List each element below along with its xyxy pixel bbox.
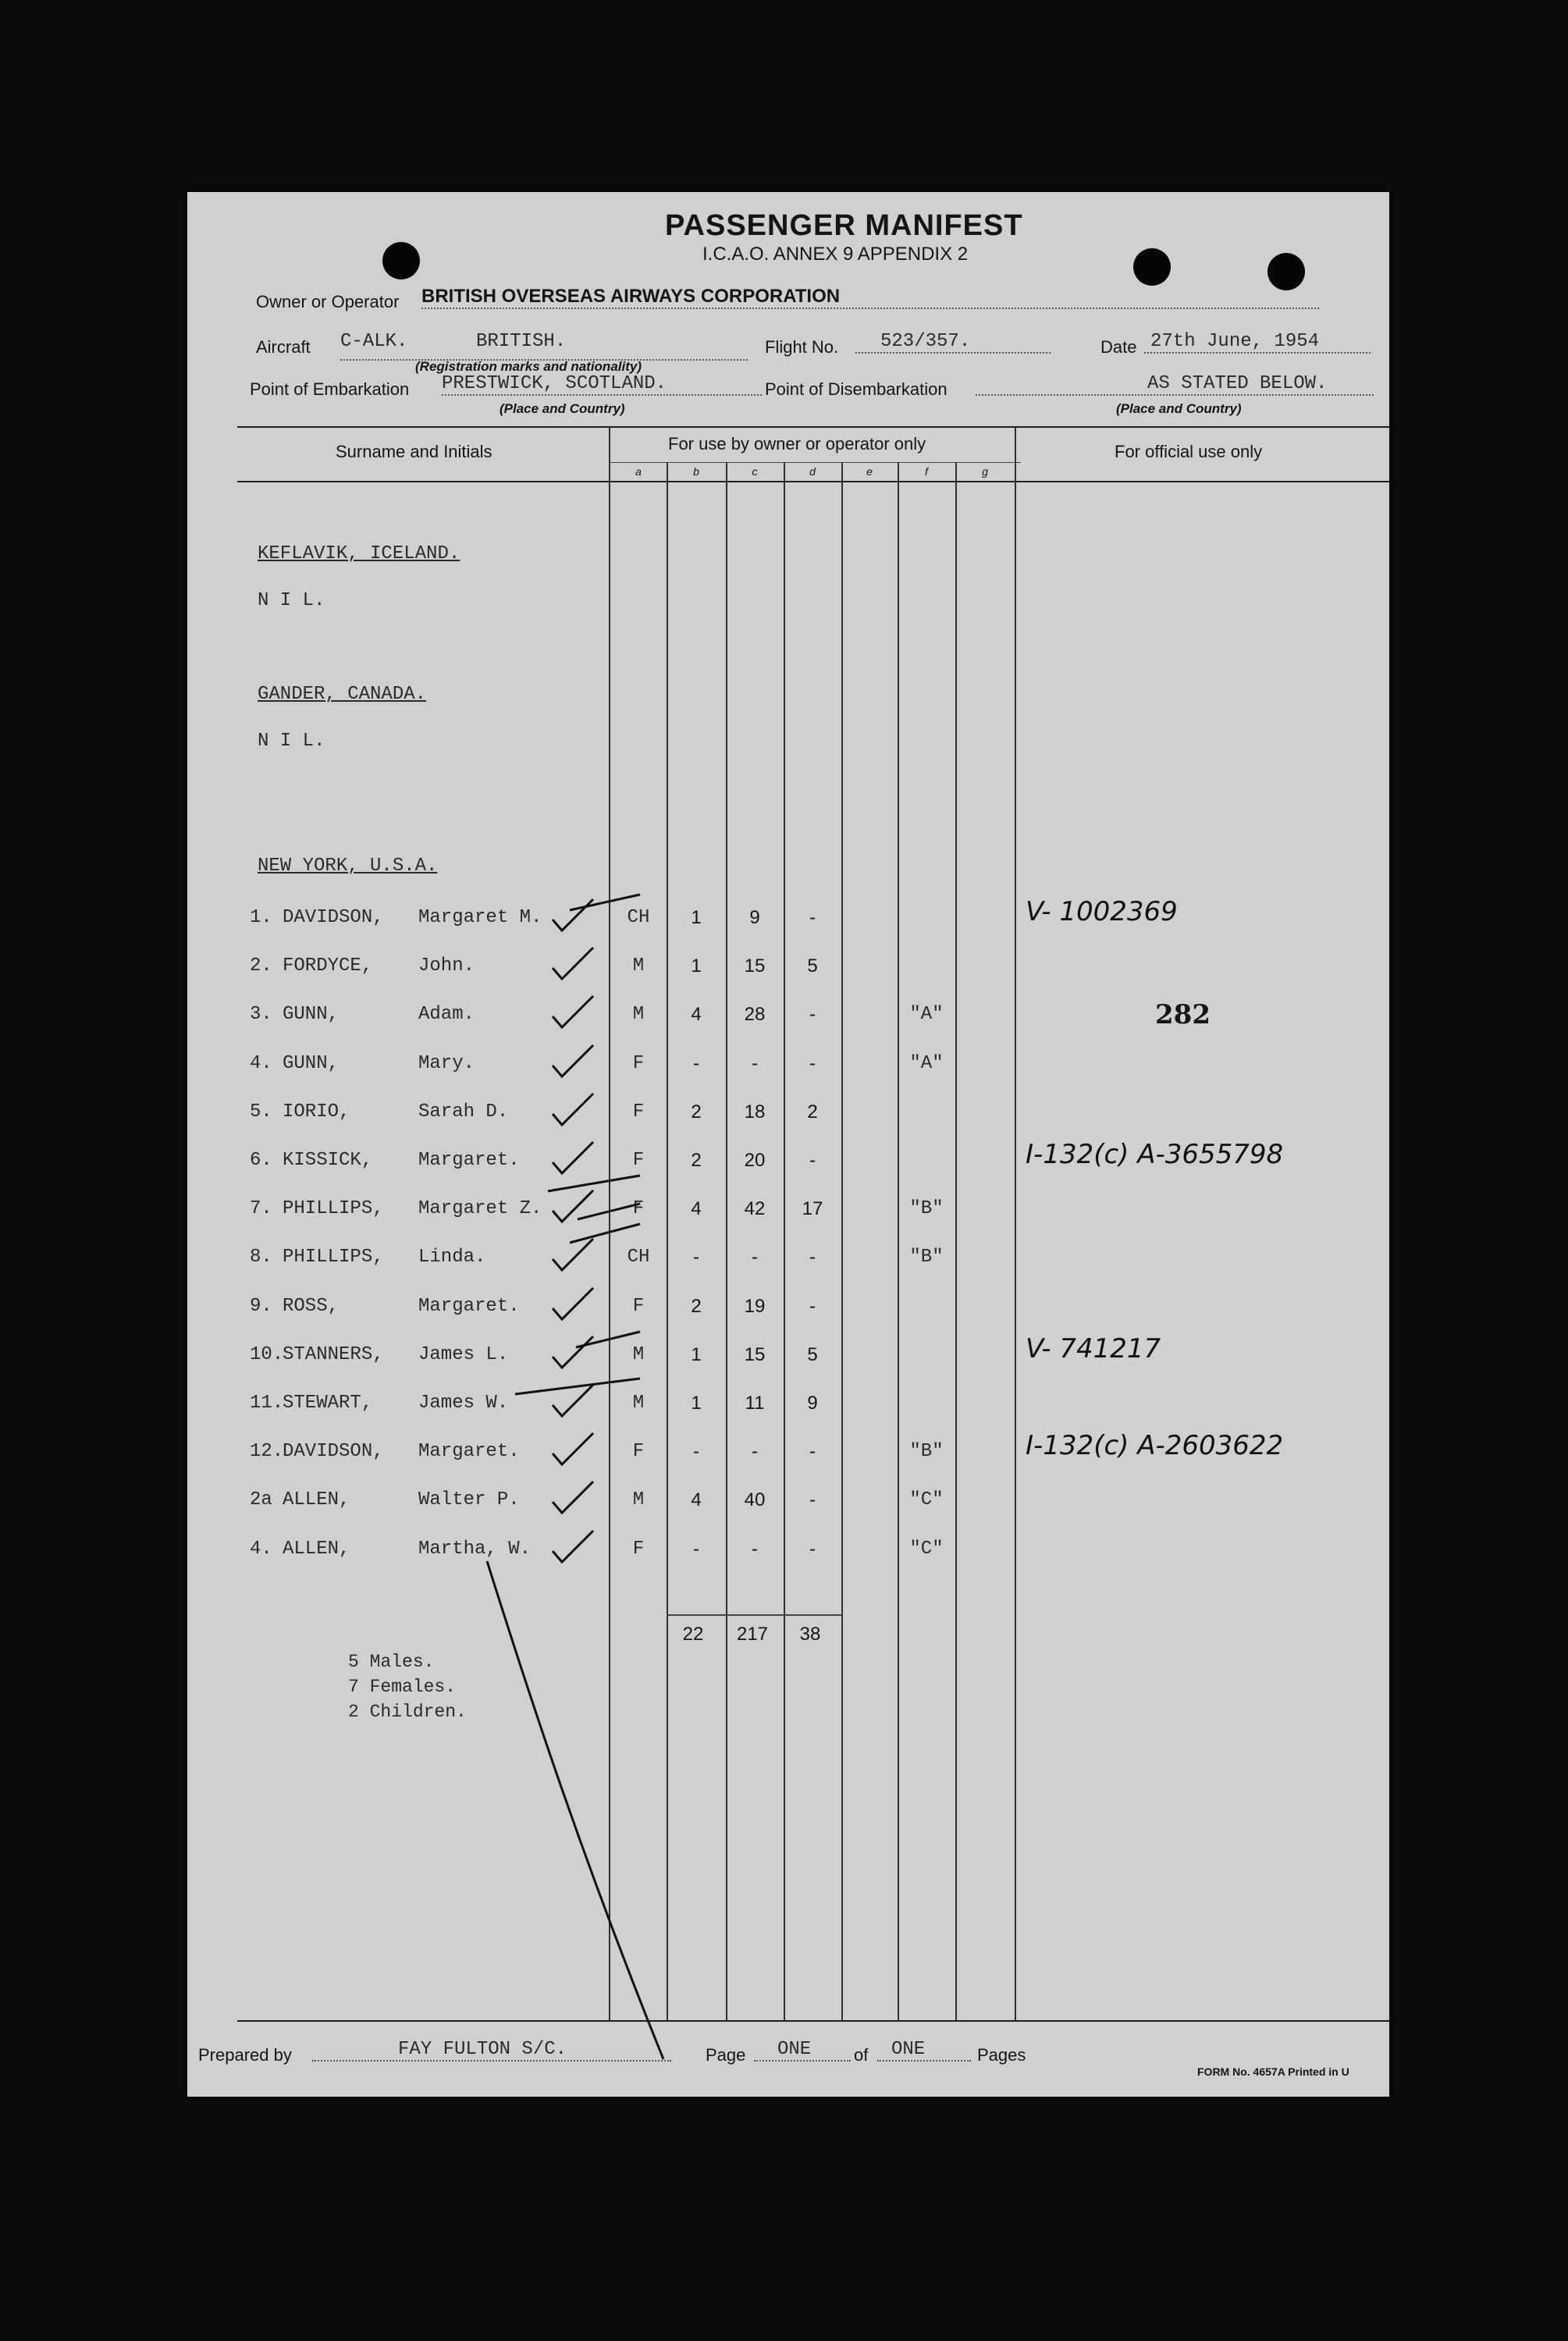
passenger-surname: ALLEN,	[283, 1539, 350, 1560]
footer-rule	[237, 2020, 1389, 2022]
passenger-number: 4.	[250, 1053, 272, 1074]
pen-stroke	[570, 1224, 640, 1243]
subcol-label: f	[925, 465, 928, 478]
official-annotation: I-132(c) A-2603622	[1026, 1430, 1284, 1461]
pen-stroke	[487, 1561, 663, 2059]
passenger-given-name: Margaret.	[418, 1296, 520, 1317]
cell-d: -	[809, 907, 816, 928]
official-annotation: 282	[1155, 999, 1211, 1030]
passenger-number: 7.	[250, 1198, 272, 1219]
cell-f: "C"	[909, 1539, 944, 1560]
embarkation-label: Point of Embarkation	[250, 379, 410, 399]
cell-d: 9	[807, 1393, 818, 1414]
cell-d: -	[809, 1247, 816, 1268]
pen-stroke	[570, 895, 640, 910]
place-note: (Place and Country)	[1116, 401, 1242, 416]
passenger-surname: DAVIDSON,	[283, 1441, 384, 1462]
cell-c: 40	[744, 1489, 766, 1510]
section-place: GANDER, CANADA.	[258, 684, 427, 705]
cell-c: -	[752, 1539, 758, 1560]
manifest-sheet	[187, 192, 1389, 2097]
cell-b: 1	[691, 955, 702, 977]
cell-f: "B"	[909, 1441, 944, 1462]
passenger-surname: GUNN,	[283, 1053, 340, 1074]
passenger-surname: IORIO,	[283, 1101, 350, 1122]
passenger-given-name: Walter P.	[418, 1489, 520, 1510]
owner-value: BRITISH OVERSEAS AIRWAYS CORPORATION	[421, 286, 1319, 309]
section-place: NEW YORK, U.S.A.	[258, 856, 438, 877]
pen-stroke	[548, 1176, 640, 1191]
form-number: FORM No. 4657A Printed in U	[1197, 2065, 1349, 2078]
cell-a: M	[632, 1344, 645, 1365]
date-value: 27th June, 1954	[1144, 331, 1371, 354]
cell-b: -	[693, 1539, 699, 1560]
cell-a: F	[632, 1441, 645, 1462]
summary-children: 2 Children.	[348, 1702, 467, 1722]
cell-d: -	[809, 1150, 816, 1171]
cell-d: -	[809, 1489, 816, 1510]
disembarkation-value: AS STATED BELOW.	[976, 373, 1374, 396]
cell-c: 20	[744, 1150, 766, 1171]
cell-f: "B"	[909, 1247, 944, 1268]
cell-d: 5	[807, 955, 818, 977]
aircraft-nationality: BRITISH.	[476, 331, 567, 352]
cell-b: 4	[691, 1004, 702, 1025]
official-use-header: For official use only	[1115, 442, 1263, 461]
pen-stroke	[515, 1379, 640, 1394]
cell-c: -	[752, 1053, 758, 1074]
embarkation-value: PRESTWICK, SCOTLAND.	[442, 373, 762, 396]
subcol-label: e	[866, 465, 873, 478]
aircraft-reg: C-ALK.	[340, 331, 408, 352]
passenger-number: 2.	[250, 955, 272, 977]
cell-a: M	[632, 955, 645, 977]
passenger-number: 4.	[250, 1539, 272, 1560]
flight-label: Flight No.	[765, 337, 839, 357]
passenger-given-name: Adam.	[418, 1004, 475, 1025]
cell-c: 42	[744, 1198, 766, 1219]
subcol-label: d	[809, 465, 816, 478]
aircraft-label: Aircraft	[256, 337, 311, 357]
cell-d: 2	[807, 1101, 818, 1122]
summary-females: 7 Females.	[348, 1677, 457, 1697]
passenger-given-name: Martha, W.	[418, 1539, 532, 1560]
cell-b: -	[693, 1053, 699, 1074]
summary-males: 5 Males.	[348, 1652, 435, 1672]
passenger-given-name: Margaret Z.	[418, 1198, 542, 1219]
total-b: 22	[682, 1624, 704, 1645]
cell-a: F	[632, 1101, 645, 1122]
cell-c: 18	[744, 1101, 766, 1122]
total-d: 38	[799, 1624, 821, 1645]
passenger-given-name: James W.	[418, 1393, 509, 1414]
cell-d: -	[809, 1296, 816, 1317]
cell-d: 17	[802, 1198, 823, 1219]
flight-number: 523/357.	[855, 331, 1051, 354]
passenger-number: 1.	[250, 907, 272, 928]
section-note: N I L.	[258, 731, 325, 752]
cell-c: 9	[749, 907, 760, 928]
cell-f: "C"	[909, 1489, 944, 1510]
passenger-given-name: Margaret.	[418, 1150, 520, 1171]
passenger-surname: PHILLIPS,	[283, 1247, 384, 1268]
subcol-label: g	[982, 465, 988, 478]
place-note: (Place and Country)	[500, 401, 625, 416]
of-label: of	[854, 2045, 869, 2065]
passenger-surname: FORDYCE,	[283, 955, 373, 977]
cell-b: 4	[691, 1198, 702, 1219]
page-subtitle: I.C.A.O. ANNEX 9 APPENDIX 2	[702, 244, 969, 265]
cell-b: 4	[691, 1489, 702, 1510]
cell-a: M	[632, 1004, 645, 1025]
passenger-number: 5.	[250, 1101, 272, 1122]
passenger-surname: STANNERS,	[283, 1344, 384, 1365]
passenger-number: 6.	[250, 1150, 272, 1171]
passenger-number: 2a	[250, 1489, 272, 1510]
cell-d: 5	[807, 1344, 818, 1365]
cell-a: F	[632, 1539, 645, 1560]
pen-stroke	[576, 1332, 640, 1347]
passenger-surname: GUNN,	[283, 1004, 340, 1025]
passenger-number: 9.	[250, 1296, 272, 1317]
disembarkation-label: Point of Disembarkation	[765, 379, 948, 399]
official-annotation: V- 1002369	[1026, 896, 1178, 927]
official-annotation: V- 741217	[1026, 1333, 1161, 1364]
pen-stroke	[578, 1204, 640, 1219]
cell-b: -	[693, 1441, 699, 1462]
of-value: ONE	[877, 2039, 971, 2062]
cell-a: M	[632, 1393, 645, 1414]
passenger-surname: ROSS,	[283, 1296, 340, 1317]
cell-c: -	[752, 1441, 758, 1462]
passenger-number: 8.	[250, 1247, 272, 1268]
cell-d: -	[809, 1539, 816, 1560]
cell-a: F	[632, 1150, 645, 1171]
cell-b: 1	[691, 1344, 702, 1365]
cell-b: -	[693, 1247, 699, 1268]
passenger-surname: PHILLIPS,	[283, 1198, 384, 1219]
owner-use-header: For use by owner or operator only	[668, 434, 926, 454]
owner-label: Owner or Operator	[256, 292, 400, 311]
passenger-given-name: Margaret.	[418, 1441, 520, 1462]
passenger-surname: KISSICK,	[283, 1150, 373, 1171]
passenger-given-name: Sarah D.	[418, 1101, 509, 1122]
subcol-label: b	[693, 465, 699, 478]
section-place: KEFLAVIK, ICELAND.	[258, 543, 460, 564]
cell-b: 2	[691, 1101, 702, 1122]
passenger-surname: ALLEN,	[283, 1489, 350, 1510]
cell-f: "B"	[909, 1198, 944, 1219]
subcol-label: a	[635, 465, 642, 478]
passenger-surname: STEWART,	[283, 1393, 373, 1414]
registration-note: (Registration marks and nationality)	[415, 359, 642, 374]
cell-c: 19	[744, 1296, 766, 1317]
cell-a: F	[632, 1198, 645, 1219]
passenger-given-name: Mary.	[418, 1053, 475, 1074]
surname-header: Surname and Initials	[336, 442, 492, 461]
cell-d: -	[809, 1004, 816, 1025]
pages-label: Pages	[977, 2045, 1026, 2065]
cell-b: 2	[691, 1150, 702, 1171]
passenger-number: 10.	[250, 1344, 284, 1365]
passenger-number: 11.	[250, 1393, 284, 1414]
page-title: PASSENGER MANIFEST	[665, 209, 1023, 242]
passenger-surname: DAVIDSON,	[283, 907, 384, 928]
official-annotation: I-132(c) A-3655798	[1026, 1139, 1284, 1170]
cell-c: 15	[744, 1344, 766, 1365]
cell-c: 15	[744, 955, 766, 977]
cell-a: F	[632, 1053, 645, 1074]
passenger-number: 3.	[250, 1004, 272, 1025]
page-value: ONE	[754, 2039, 851, 2062]
passenger-number: 12.	[250, 1441, 284, 1462]
date-label: Date	[1100, 337, 1137, 357]
passenger-given-name: James L.	[418, 1344, 509, 1365]
subcol-label: c	[752, 465, 758, 478]
cell-c: -	[752, 1247, 758, 1268]
handwritten-marks	[187, 192, 1389, 2097]
passenger-given-name: Linda.	[418, 1247, 486, 1268]
cell-c: 11	[745, 1393, 765, 1414]
cell-a: F	[632, 1296, 645, 1317]
cell-a: CH	[627, 1247, 650, 1268]
section-note: N I L.	[258, 590, 325, 611]
page-label: Page	[706, 2045, 746, 2065]
cell-c: 28	[744, 1004, 766, 1025]
prepared-label: Prepared by	[198, 2045, 292, 2065]
cell-f: "A"	[909, 1004, 944, 1025]
cell-d: -	[809, 1053, 816, 1074]
cell-f: "A"	[909, 1053, 944, 1074]
cell-b: 1	[691, 1393, 702, 1414]
cell-a: CH	[627, 907, 650, 928]
passenger-given-name: John.	[418, 955, 475, 977]
prepared-value: FAY FULTON S/C.	[312, 2039, 671, 2062]
cell-a: M	[632, 1489, 645, 1510]
cell-b: 2	[691, 1296, 702, 1317]
cell-d: -	[809, 1441, 816, 1462]
cell-b: 1	[691, 907, 702, 928]
total-c: 217	[736, 1624, 769, 1645]
passenger-given-name: Margaret M.	[418, 907, 542, 928]
